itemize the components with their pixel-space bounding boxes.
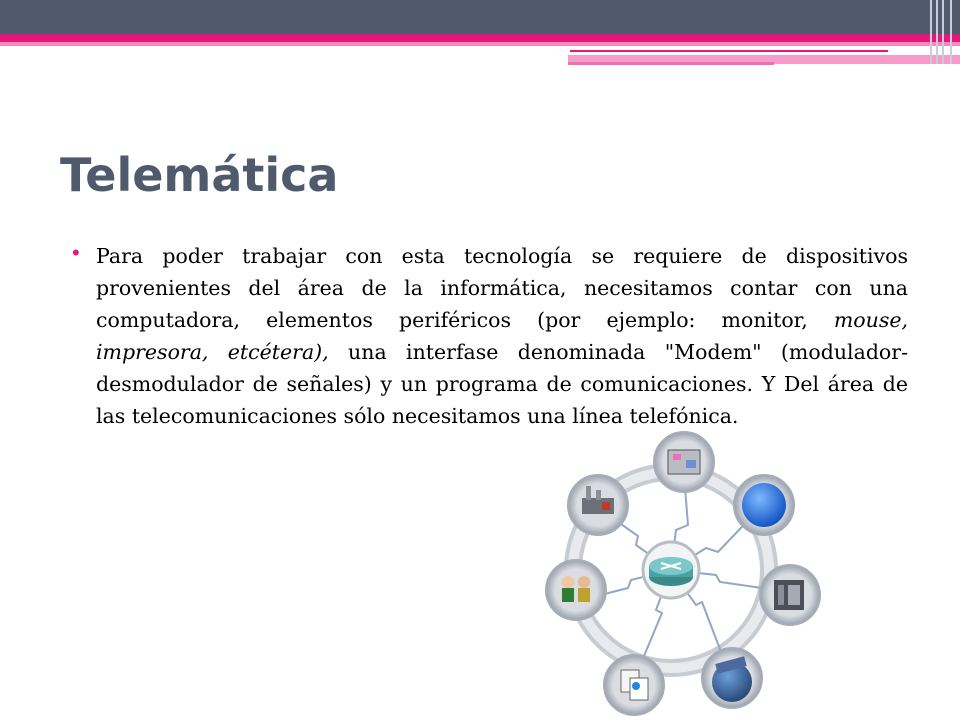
bullet-item — [72, 240, 908, 432]
bullet-text-italic: mouse, impresora, etcétera), — [96, 308, 908, 364]
corner-stripe — [950, 0, 952, 64]
building-icon — [654, 432, 714, 492]
bullet-marker: • — [72, 240, 80, 265]
accent-stripe — [0, 34, 960, 42]
earth-icon — [702, 648, 762, 708]
users-icon — [546, 560, 606, 620]
server-rack-icon — [760, 565, 820, 625]
corner-stripe — [942, 0, 944, 64]
bullet-text-part2: una interfase denominada "Modem" (modulador-desmodulador de señales) y un programa de comunicaciones. Y Del área de las telecomunicaciones sólo necesitamos una línea telefónica. — [96, 340, 909, 428]
documents-icon — [604, 655, 664, 715]
bullet-text — [96, 240, 908, 432]
router-icon — [643, 542, 699, 598]
network-diagram — [536, 430, 836, 720]
corner-stripe — [936, 0, 938, 64]
globe-icon — [734, 475, 794, 535]
bullet-text-part1: Para poder trabajar con esta tecnología se requiere de dispositivos provenientes del área de la informática, necesitamos contar con una computadora, elementos periféricos (por ejemplo: monitor, — [96, 244, 908, 332]
slide-title: Telemática — [60, 148, 339, 202]
accent-stripe-light — [0, 42, 960, 46]
header-band — [0, 0, 960, 34]
corner-stripe — [930, 0, 932, 64]
accent-line — [570, 50, 888, 52]
accent-bar-dark — [568, 62, 774, 65]
factory-icon — [568, 475, 628, 535]
